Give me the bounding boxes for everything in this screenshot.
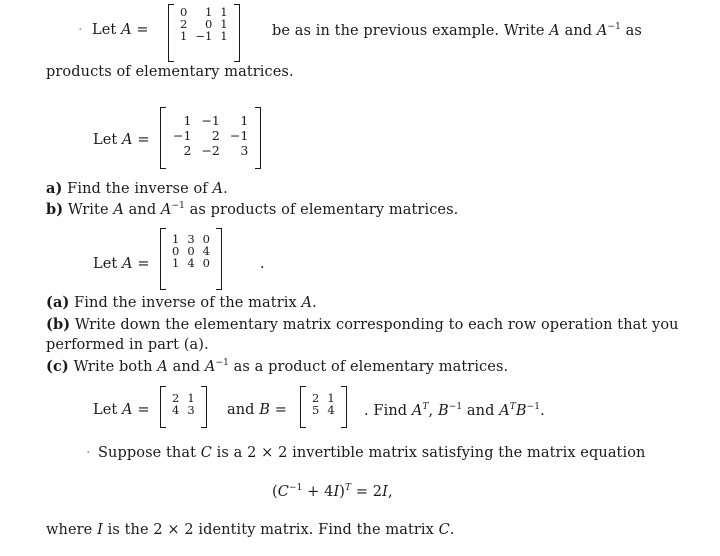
p4-matrix-a-cell: 4 — [172, 403, 180, 417]
p3-matrix-row — [168, 257, 214, 269]
p4-matrix-b-cell: 5 — [312, 403, 320, 417]
p2-matrix-cell: −1 — [173, 128, 192, 143]
p4-matrix-a-cell: 1 — [187, 391, 195, 405]
p4-matrix-b-row — [308, 404, 339, 416]
p2-matrix-row — [168, 113, 253, 128]
p2-matrix-cell: 1 — [240, 113, 249, 128]
p4-matrix-a-cell: 2 — [172, 391, 180, 405]
p2-matrix-cell: −2 — [201, 143, 220, 158]
p4-and-b: and B = — [227, 402, 288, 418]
p2-matrix-cell: 2 — [211, 128, 220, 143]
p2-matrix-row — [168, 143, 253, 158]
p1-matrix-cell: 0 — [180, 5, 188, 19]
p1-text: be as in the previous example. Write A and $A^{-1}$ as — [272, 22, 642, 39]
p4-matrix-b-cell: 1 — [327, 391, 335, 405]
p5-text: Suppose that C is a 2 × 2 invertible matrix satisfying the matrix equation — [98, 445, 646, 461]
p1-matrix-cell: 1 — [220, 5, 228, 19]
p1-matrix-cell: 1 — [220, 17, 228, 31]
p1-matrix-cell: −1 — [195, 29, 213, 43]
p1-matrix-cell: 2 — [180, 17, 188, 31]
bullet: · — [78, 22, 83, 38]
p3-matrix-cell: 4 — [202, 244, 210, 258]
p2-matrix — [160, 107, 261, 169]
bullet-2: · — [86, 445, 91, 461]
p1-matrix-cell: 1 — [220, 29, 228, 43]
p3-matrix-cell: 0 — [172, 244, 180, 258]
p2-matrix-row — [168, 128, 253, 143]
p3-matrix-cell: 3 — [187, 232, 195, 246]
p4-lead: Let A = — [93, 402, 150, 418]
p1-matrix-cell: 1 — [180, 29, 188, 43]
p3-part-c: (c) Write both A and $A^{-1}$ as a product of elementary matrices. — [46, 358, 509, 375]
p2-lead: Let A = — [93, 132, 150, 148]
p5-where: where I is the 2 × 2 identity matrix. Find the matrix C. — [46, 522, 455, 538]
p3-part-b: (b) Write down the elementary matrix corresponding to each row operation that you — [46, 316, 679, 333]
p3-matrix-cell: 0 — [202, 256, 210, 270]
p3-matrix-cell: 1 — [172, 232, 180, 246]
p4-find: . Find $A^T$, $B^{-1}$ and $A^TB^{-1}$. — [364, 402, 545, 419]
p4-matrix-a-cell: 3 — [187, 403, 195, 417]
p2-part-b: b) Write A and $A^{-1}$ as products of elementary matrices. — [46, 201, 459, 218]
p4-matrix-a — [160, 386, 207, 428]
p1-matrix-cell: 1 — [204, 5, 213, 19]
p2-matrix-cell: −1 — [201, 113, 220, 128]
p1-matrix-cell: 0 — [204, 17, 213, 31]
p3-part-a: (a) Find the inverse of the matrix A. — [46, 294, 317, 311]
p3-lead: Let A = — [93, 256, 150, 272]
p2-part-a: a) Find the inverse of A. — [46, 180, 228, 197]
p4-matrix-a-row — [168, 404, 199, 416]
p3-period: . — [260, 256, 265, 272]
p3-matrix-cell: 0 — [202, 232, 210, 246]
p3-matrix-cell: 1 — [172, 256, 180, 270]
p4-matrix-b — [300, 386, 347, 428]
p2-matrix-cell: 1 — [183, 113, 192, 128]
p1-lead: Let A = — [92, 22, 149, 38]
p3-matrix-cell: 4 — [187, 256, 195, 270]
p2-matrix-cell: 2 — [183, 143, 192, 158]
p3-matrix-cell: 0 — [187, 244, 195, 258]
p5-equation: $(C^{-1} + 4I)^T = 2I$, — [272, 483, 393, 500]
p3-part-b2: performed in part (a). — [46, 337, 209, 353]
p3-matrix — [160, 228, 222, 290]
p2-matrix-cell: 3 — [240, 143, 249, 158]
p1-matrix — [168, 4, 240, 62]
p1-matrix-row — [176, 30, 232, 42]
p4-matrix-b-cell: 2 — [312, 391, 320, 405]
p1-line2: products of elementary matrices. — [46, 64, 294, 80]
p4-matrix-b-cell: 4 — [327, 403, 335, 417]
p2-matrix-cell: −1 — [229, 128, 249, 143]
